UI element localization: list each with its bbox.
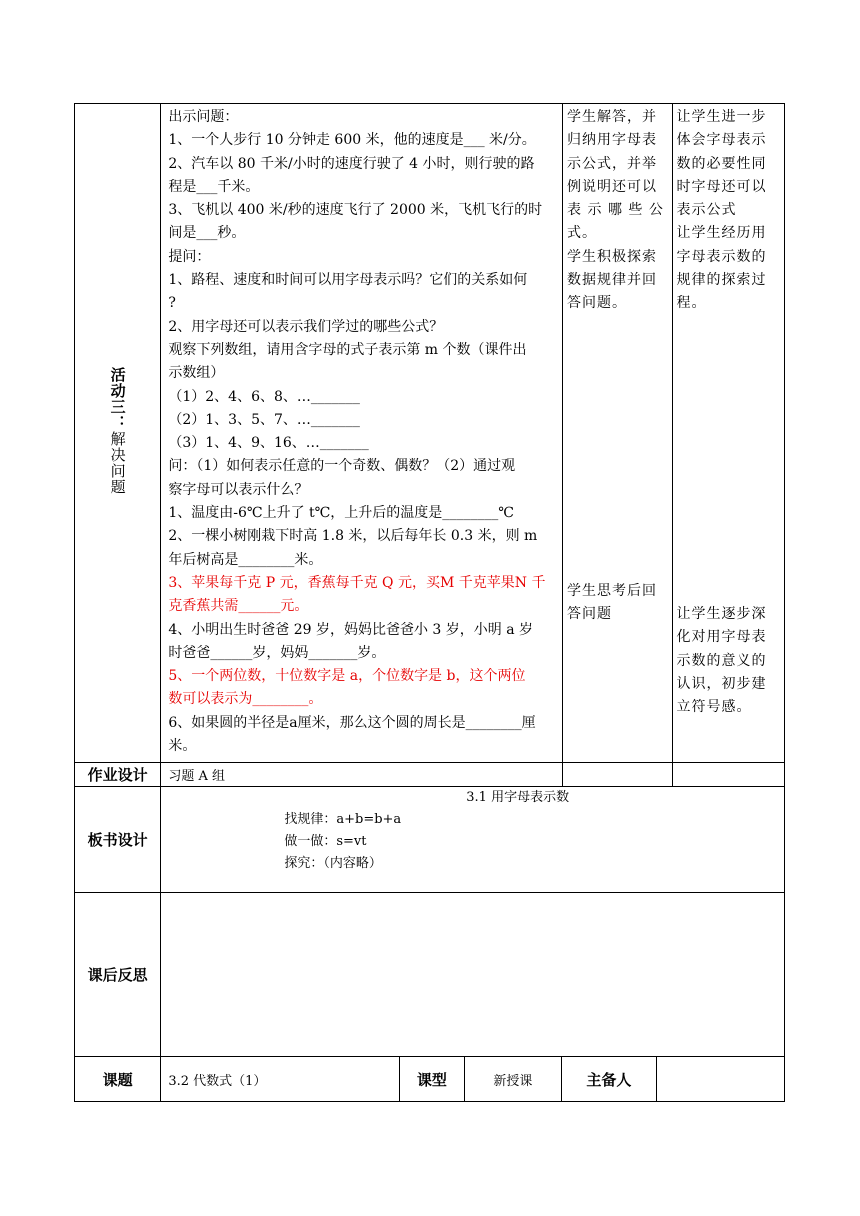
student-activity-line: 学生解答，并: [567, 109, 658, 125]
student-activity-line: 式。: [567, 225, 598, 242]
activity-line: 1、路程、速度和时间可以用字母表示吗？它们的关系如何: [168, 272, 528, 289]
design-intent-line: 表示公式: [676, 202, 737, 219]
student-activity-bottom: [567, 580, 657, 627]
board-line-3: 探究：（内容略）: [284, 856, 382, 872]
activity-line: （2）1、3、5、7、…_______: [168, 411, 360, 428]
activity-label-cell: [75, 104, 161, 763]
reflection-row: [75, 893, 785, 1057]
activity-line: 数可以表示为________。: [168, 691, 323, 708]
footer-inner-cell: [161, 1057, 785, 1102]
board-row: [75, 787, 785, 893]
design-intent-line: 程。: [676, 295, 707, 312]
student-activity-cell: [563, 104, 672, 763]
board-line-1: 找规律：a+b=b+a: [284, 812, 402, 828]
activity-line: ?: [168, 295, 176, 312]
activity-label-bold: 活动三：: [108, 367, 127, 432]
design-intent-line: 让学生经历用: [676, 225, 767, 242]
activity-line: （3）1、4、9、16、…_______: [168, 435, 369, 452]
topic-value: 3.2 代数式（1）: [161, 1057, 399, 1101]
student-activity-line: 归纳用字母表: [567, 132, 658, 149]
activity-line: 年后树高是________米。: [168, 551, 323, 568]
reflection-content: [161, 893, 785, 1057]
activity-lines: [168, 106, 556, 758]
activity-line: 5、一个两位数，十位数字是 a，个位数字是 b，这个两位: [168, 668, 526, 685]
homework-empty-2: [672, 763, 785, 787]
activity-line: 问：（1）如何表示任意的一个奇数、偶数？（2）通过观: [168, 458, 516, 475]
design-intent-line: 化对用字母表: [676, 629, 767, 646]
student-activity-line: 表 示 哪 些 公: [567, 202, 664, 219]
student-activity-top: [567, 106, 667, 316]
board-content: [161, 787, 785, 893]
student-activity-line: 答问题。: [567, 295, 628, 312]
activity-row: [75, 104, 785, 763]
activity-line: 克香蕉共需______元。: [168, 598, 309, 615]
author-value: [656, 1057, 784, 1101]
homework-label: 作业设计: [75, 763, 161, 787]
student-activity-line: 学生积极探索: [567, 248, 658, 265]
activity-line: 示数组）: [168, 365, 225, 382]
activity-label-rest: 解决问题: [108, 431, 127, 496]
board-label: 板书设计: [75, 787, 161, 893]
student-activity-line: 答问题: [567, 606, 613, 623]
design-intent-line: 数的必要性同: [676, 155, 767, 172]
student-activity-line: 例说明还可以: [567, 178, 658, 195]
design-intent-line: 体会字母表示: [676, 132, 767, 149]
type-value: 新授课: [464, 1057, 561, 1101]
activity-line: 间是___秒。: [168, 225, 246, 242]
activity-line: 2、汽车以 80 千米/小时的速度行驶了 4 小时，则行驶的路: [168, 155, 535, 172]
author-label: 主备人: [561, 1057, 656, 1101]
topic-label: 课题: [75, 1057, 161, 1102]
design-intent-line: 立符号感。: [676, 699, 752, 716]
student-activity-line: 示公式，并举: [567, 155, 658, 172]
activity-line: 6、如果圆的半径是a厘米，那么这个圆的周长是________厘: [168, 714, 536, 731]
footer-inner-table: [161, 1057, 784, 1101]
activity-line: 观察下列数组，请用含字母的式子表示第 m 个数（课件出: [168, 341, 527, 358]
activity-line: 2、用字母还可以表示我们学过的哪些公式？: [168, 318, 444, 335]
activity-line: 3、飞机以 400 米/秒的速度飞行了 2000 米，飞机飞行的时: [168, 202, 543, 219]
student-activity-line: 学生思考后回: [567, 583, 658, 599]
activity-line: （1）2、4、6、8、…_______: [168, 388, 360, 405]
activity-line: 出示问题：: [168, 109, 239, 125]
activity-line: 1、温度由-6℃上升了 t℃，上升后的温度是________℃: [168, 505, 514, 522]
design-intent-top: [677, 106, 781, 316]
design-intent-line: 认识，初步建: [676, 675, 767, 692]
student-activity-line: 数据规律并回: [567, 272, 658, 289]
activity-line: 1、一个人步行 10 分钟走 600 米，他的速度是___ 米/分。: [168, 132, 536, 149]
activity-line: 提问：: [168, 248, 211, 265]
design-intent-line: 时字母还可以: [676, 178, 767, 195]
activity-content: [161, 104, 563, 763]
homework-text: 习题 A 组: [161, 763, 563, 787]
design-intent-line: 让学生进一步: [676, 109, 767, 125]
activity-line: 程是___千米。: [168, 178, 260, 195]
board-title: 3.1 用字母表示数: [466, 790, 570, 806]
reflection-label: 课后反思: [75, 893, 161, 1057]
homework-empty-1: [563, 763, 672, 787]
design-intent-line: 规律的探索过: [676, 272, 767, 289]
activity-line: 察字母可以表示什么？: [168, 481, 309, 498]
board-line-2: 做一做：s=vt: [284, 834, 367, 850]
activity-label: [109, 367, 127, 495]
design-intent-line: 让学生逐步深: [676, 606, 767, 622]
activity-line: 3、苹果每千克 P 元，香蕉每千克 Q 元，买M 千克苹果N 千: [168, 574, 546, 591]
lesson-plan-table: [74, 103, 785, 1102]
footer-row: [75, 1057, 785, 1102]
activity-line: 时爸爸______岁，妈妈_______岁。: [168, 644, 386, 661]
design-intent-line: 字母表示数的: [676, 248, 767, 265]
activity-line: 2、一棵小树刚栽下时高 1.8 米，以后每年长 0.3 米，则 m: [168, 528, 538, 545]
design-intent-line: 示数的意义的: [676, 652, 767, 669]
activity-line: 4、小明出生时爸爸 29 岁，妈妈比爸爸小 3 岁，小明 a 岁: [168, 621, 534, 638]
type-label: 课型: [399, 1057, 464, 1101]
design-intent-bottom: [677, 603, 767, 719]
activity-line: 米。: [168, 738, 197, 755]
design-intent-cell: [672, 104, 785, 763]
homework-row: [75, 763, 785, 787]
